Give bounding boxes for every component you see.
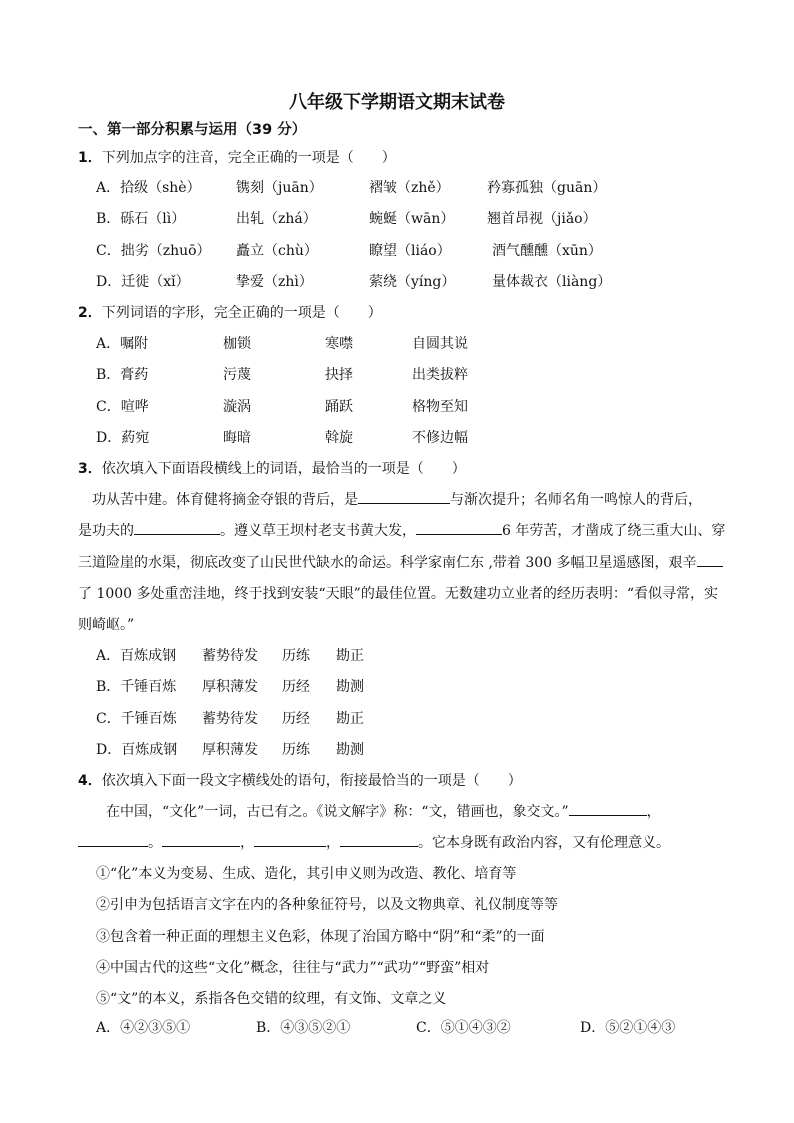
- fill-blank[interactable]: [162, 832, 240, 847]
- question-number: 1．: [78, 150, 102, 166]
- option-cell: 厚积薄发: [202, 742, 258, 758]
- option-cell: 历经: [282, 679, 310, 695]
- question-number: 2．: [78, 305, 102, 321]
- question-text: 依次填入下面语段横线上的词语，最恰当的一项是（ ）: [101, 461, 466, 477]
- passage-text: 则崎岖。”: [78, 617, 135, 633]
- passage-text: 了 1000 多处重峦洼地，终于找到安装“天眼”的最佳位置。无数建功立业者的经历表明：“看似寻常，实: [78, 586, 718, 602]
- fill-blank[interactable]: [569, 801, 647, 816]
- section-heading: 一、第一部分积累与运用（39 分）: [78, 122, 307, 138]
- q4-statement-4: ④中国古代的这些“文化”概念，往往与“武力”“武功”“野蛮”相对: [96, 960, 490, 976]
- option-cell: 褶皱（zhě）: [369, 180, 450, 196]
- option-cell: B．千锤百炼: [96, 679, 177, 695]
- option-cell: 翘首昂视（jiǎo）: [487, 211, 597, 227]
- option-cell: 矜寡孤独（guān）: [487, 180, 607, 196]
- fill-blank[interactable]: [254, 832, 326, 847]
- fill-blank[interactable]: [358, 489, 450, 504]
- option-cell: 勘正: [336, 711, 364, 727]
- fill-blank[interactable]: [697, 552, 723, 567]
- option-cell: 蓄势待发: [202, 648, 258, 664]
- option-cell: B．膏药: [96, 367, 149, 383]
- page-title: 八年级下学期语文期末试卷: [289, 92, 505, 113]
- passage-text: 。遵义草王坝村老支书黄大发，: [220, 523, 416, 539]
- q4-passage-line-2: [78, 832, 758, 852]
- q4-answer-options: [96, 1017, 746, 1037]
- option-cell: 酒气醺醺（xūn）: [492, 243, 602, 259]
- option-cell: 自圆其说: [412, 336, 468, 352]
- option-cell: 漩涡: [223, 399, 251, 415]
- option-cell: 污蔑: [223, 367, 251, 383]
- option-cell: B．砾石（lì）: [96, 211, 186, 227]
- passage-text: 。它本身既有政治内容，又有伦理意义。: [418, 835, 670, 851]
- fill-blank[interactable]: [416, 520, 502, 535]
- option-cell: D．葯宛: [96, 430, 150, 446]
- option-cell: 瞭望（liáo）: [369, 243, 451, 259]
- option-cell: 萦绕（yíng）: [369, 274, 456, 290]
- option-cell: 镌刻（juān）: [236, 180, 323, 196]
- q3-passage-line-2: [78, 520, 758, 540]
- option-cell: 格物至知: [412, 399, 468, 415]
- fill-blank[interactable]: [78, 832, 148, 847]
- option-cell: 蜿蜒（wān）: [369, 211, 455, 227]
- option-cell: 出类拔粹: [412, 367, 468, 383]
- punctuation: 。: [148, 835, 162, 851]
- option-cell: 矗立（chù）: [236, 243, 318, 259]
- punctuation: ，: [240, 835, 254, 851]
- option-cell: C．千锤百炼: [96, 711, 177, 727]
- fill-blank[interactable]: [134, 520, 220, 535]
- question-3-stem: [78, 458, 466, 478]
- option-cell: 斡旋: [325, 430, 353, 446]
- passage-text: 功从苦中建。体育健将摘金夺银的背后，是: [78, 492, 358, 508]
- option-cell: D．百炼成钢: [96, 742, 178, 758]
- q4-statement-1: ①“化”本义为变易、生成、造化，其引申义则为改造、教化、培育等: [96, 866, 517, 882]
- q3-passage-line-3: [78, 552, 758, 572]
- option-cell: A．拾级（shè）: [96, 180, 201, 196]
- option-cell: 历经: [282, 711, 310, 727]
- question-number: 4．: [78, 773, 102, 789]
- punctuation: ，: [646, 804, 661, 820]
- option-cell: 挚爱（zhì）: [236, 274, 313, 290]
- passage-text: 6 年劳苦，才凿成了绕三重大山、穿: [502, 523, 726, 539]
- option-cell: 寒噤: [325, 336, 353, 352]
- question-text: 依次填入下面一段文字横线处的语句，衔接最恰当的一项是（ ）: [101, 773, 522, 789]
- answer-option-b[interactable]: B．④③⑤②①: [256, 1020, 351, 1036]
- question-text: 下列词语的字形，完全正确的一项是（ ）: [101, 305, 382, 321]
- q4-statement-3: ③包含着一种正面的理想主义色彩，体现了治国方略中“阴”和“柔”的一面: [96, 929, 545, 945]
- q3-passage-line-4: [78, 583, 758, 603]
- passage-text: 三道险崖的水渠，彻底改变了山民世代缺水的命运。科学家南仁东 ,带着 300 多幅卫星遥感图，艰辛: [78, 555, 697, 571]
- answer-option-d[interactable]: D．⑤②①④③: [580, 1020, 676, 1036]
- punctuation: ，: [326, 835, 340, 851]
- question-4-stem: [78, 770, 522, 790]
- answer-option-c[interactable]: C．⑤①④③②: [416, 1020, 511, 1036]
- question-1-stem: [78, 147, 396, 167]
- option-cell: 抉择: [325, 367, 353, 383]
- option-cell: 量体裁衣（liàng）: [492, 274, 612, 290]
- option-cell: 枷锁: [223, 336, 251, 352]
- question-text: 下列加点字的注音，完全正确的一项是（ ）: [101, 150, 396, 166]
- option-cell: 不修边幅: [412, 430, 468, 446]
- option-cell: A．百炼成钢: [96, 648, 177, 664]
- question-2-stem: [78, 302, 382, 322]
- answer-option-a[interactable]: A．④②③⑤①: [96, 1020, 191, 1036]
- option-cell: A．嘱附: [96, 336, 149, 352]
- option-cell: 历练: [282, 742, 310, 758]
- passage-text: 在中国，“文化”一词，古已有之。《说文解字》称：“文，错画也，象交文。”: [78, 804, 569, 820]
- q3-passage-line-5: [78, 614, 758, 634]
- option-cell: 出轧（zhá）: [236, 211, 317, 227]
- q4-statement-2: ②引申为包括语言文字在内的各种象征符号，以及文物典章、礼仪制度等等: [96, 897, 558, 913]
- option-cell: 踊跃: [325, 399, 353, 415]
- q3-passage-line-1: [78, 489, 758, 509]
- option-cell: 勘测: [336, 679, 364, 695]
- option-cell: 厚积薄发: [202, 679, 258, 695]
- fill-blank[interactable]: [340, 832, 418, 847]
- option-cell: C．拙劣（zhuō）: [96, 243, 211, 259]
- passage-text: 与渐次提升；名师名角一鸣惊人的背后，: [450, 492, 702, 508]
- option-cell: C．喧哗: [96, 399, 149, 415]
- q4-passage-line-1: [78, 801, 758, 821]
- option-cell: 蓄势待发: [202, 711, 258, 727]
- option-cell: 历练: [282, 648, 310, 664]
- question-number: 3．: [78, 461, 102, 477]
- option-cell: D．迁徙（xǐ）: [96, 274, 190, 290]
- passage-text: 是功夫的: [78, 523, 134, 539]
- option-cell: 晦暗: [223, 430, 251, 446]
- option-cell: 勘正: [336, 648, 364, 664]
- q4-statement-5: ⑤“文”的本义，系指各色交错的纹理，有文饰、文章之义: [96, 991, 447, 1007]
- option-cell: 勘测: [336, 742, 364, 758]
